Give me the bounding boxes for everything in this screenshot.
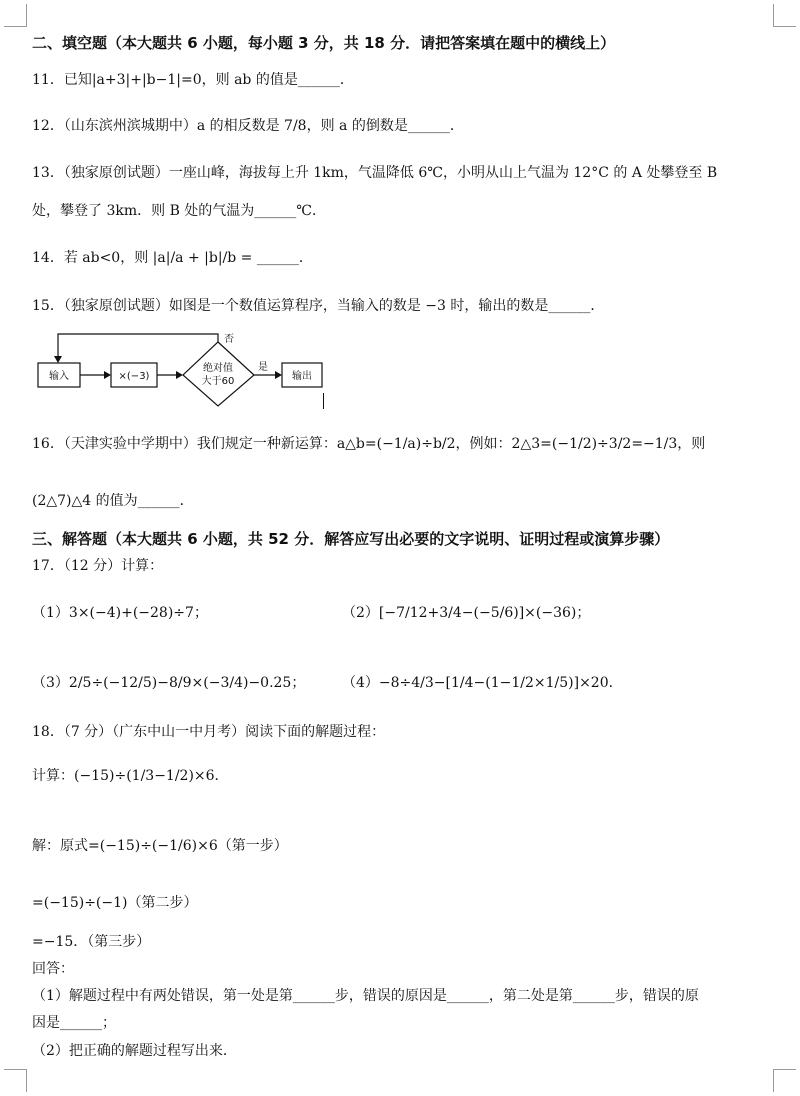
question-17-part2: （2）[−7/12+3/4−(−5/6)]×(−36)； [342, 605, 591, 621]
question-18-step3: =−15．（第三步） [32, 934, 151, 950]
question-17-part3: （3）2/5÷(−12/5)−8/9×(−3/4)−0.25； [32, 675, 306, 691]
question-15: 15．（独家原创试题）如图是一个数值运算程序，当输入的数是 −3 时，输出的数是______． [32, 298, 605, 314]
crop-mark-bottom-right [773, 1069, 796, 1092]
question-16-line2: (2△7)△4 的值为______． [32, 493, 194, 509]
section3-heading: 三、解答题（本大题共 6 小题，共 52 分．解答应写出必要的文字说明、证明过程或演算步骤） [32, 530, 670, 548]
question-18-sub2: （2）把正确的解题过程写出来． [32, 1043, 237, 1059]
question-11: 11．已知|a+3|+|b−1|=0，则 ab 的值是______． [32, 72, 354, 88]
section2-heading: 二、填空题（本大题共 6 小题，每小题 3 分，共 18 分．请把答案填在题中的横线上） [32, 34, 616, 52]
flow-output-label: 输出 [292, 371, 312, 382]
question-18-sub1-line2: 因是______； [32, 1015, 116, 1031]
question-18-sub1-line1: （1）解题过程中有两处错误，第一处是第______步，错误的原因是______，第二处是第______步，错误的原 [32, 988, 699, 1004]
crop-mark-bottom-left [4, 1069, 27, 1092]
question-17-part1: （1）3×(−4)+(−28)÷7； [32, 605, 208, 621]
crop-mark-top-right [773, 4, 796, 27]
flowchart-figure [32, 330, 332, 410]
question-18-step1: 解：原式=(−15)÷(−1/6)×6（第一步） [32, 838, 288, 854]
text-cursor [323, 393, 324, 409]
question-14: 14．若 ab<0，则 |a|/a + |b|/b = ______． [32, 250, 313, 266]
flow-operation-label: ×(−3) [118, 371, 150, 382]
question-13-line1: 13．（独家原创试题）一座山峰，海拔每上升 1km，气温降低 6℃，小明从山上气温为 12°C 的 A 处攀登至 B [32, 165, 718, 181]
flow-yes-label: 是 [258, 362, 268, 373]
question-12: 12．（山东滨州滨城期中）a 的相反数是 7/8，则 a 的倒数是______． [32, 118, 464, 134]
question-17-part4: （4）−8÷4/3−[1/4−(1−1/2×1/5)]×20． [342, 675, 623, 691]
question-18-title: 18．（7 分）（广东中山一中月考）阅读下面的解题过程： [32, 724, 386, 740]
flow-input-label: 输入 [49, 371, 69, 382]
crop-mark-top-left [4, 4, 27, 27]
flow-no-label: 否 [224, 334, 234, 345]
question-18-calc: 计算：(−15)÷(1/3−1/2)×6． [32, 768, 229, 784]
flow-decision-line1: 绝对值 [203, 363, 233, 374]
flow-decision-line2: 大于60 [201, 376, 235, 387]
question-16-line1: 16．（天津实验中学期中）我们规定一种新运算：a△b=(−1/a)÷b/2，例如：2△3=(−1/2)÷3/2=−1/3，则 [32, 436, 706, 452]
question-18-step2: =(−15)÷(−1)（第二步） [32, 895, 198, 911]
question-17-title: 17．（12 分）计算： [32, 558, 164, 574]
question-18-answer-label: 回答： [32, 961, 74, 977]
question-13-line2: 处，攀登了 3km．则 B 处的气温为______℃． [32, 203, 326, 219]
